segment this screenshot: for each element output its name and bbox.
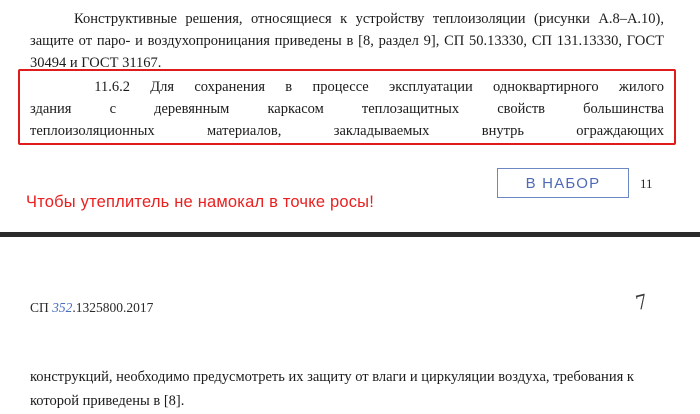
paragraph-11-6-2 [30, 76, 664, 142]
handwritten-annotation: Чтобы утеплитель не намокал в точке росы! [26, 193, 375, 211]
word: теплоизоляционных [30, 123, 155, 139]
word: Для [150, 79, 175, 95]
paragraph-11-6-2-line-1 [30, 76, 664, 98]
paragraph-continuation: конструкций, необходимо предусмотреть их защиту от влаги и циркуляции воздуха, требования к которой приведены в [8]. [30, 369, 634, 409]
word: одноквартирного [493, 79, 599, 95]
paragraph-indent [30, 76, 74, 98]
paragraph-11-6-1-text: Конструктивные решения, относящиеся к устройству теплоизоляции (рисунки А.8–А.10), защите от паро- и воздухопроницания приведены в [8, раздел 9], СП 50.13330, СП 131.13330, ГОСТ 30494 и ГОСТ 31167. [30, 11, 664, 71]
paragraph-11-6-2-line-3 [30, 120, 664, 142]
word: большинства [583, 101, 664, 117]
document-code [30, 300, 153, 316]
word: жилого [618, 79, 664, 95]
document-code-suffix: .1325800.2017 [72, 300, 154, 315]
lower-page-fragment [0, 237, 700, 414]
word: 11.6.2 [94, 79, 130, 95]
document-code-number: 352 [52, 300, 73, 315]
word: процессе [312, 79, 369, 95]
word: закладываемых [333, 123, 430, 139]
paragraph-11-6-1 [30, 8, 664, 74]
word: здания [30, 101, 72, 117]
paragraph-11-6-2-line-2 [30, 98, 664, 120]
word: ограждающих [576, 123, 664, 139]
word: эксплуатации [389, 79, 473, 95]
word: в [285, 79, 293, 95]
stamp-v-nabor: В НАБОР [497, 168, 629, 198]
word: внутрь [481, 123, 524, 139]
word: с [109, 101, 116, 117]
word: сохранения [194, 79, 266, 95]
document-code-prefix: СП [30, 300, 53, 315]
page-number: 11 [640, 176, 653, 191]
word: теплозащитных [361, 101, 460, 117]
word: свойств [497, 101, 546, 117]
word: деревянным [154, 101, 230, 117]
word: каркасом [267, 101, 324, 117]
word: материалов, [206, 123, 282, 139]
handwritten-page-mark: 7 [633, 288, 650, 315]
